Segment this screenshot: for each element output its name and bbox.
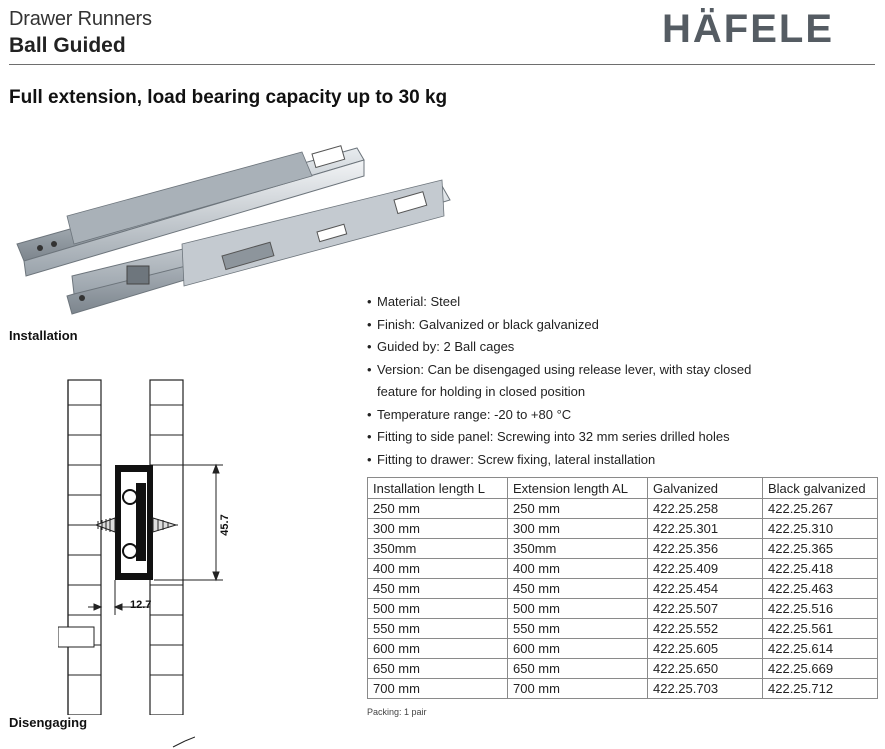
table-row xyxy=(368,499,878,519)
category-title: Drawer Runners xyxy=(9,8,152,30)
table-row xyxy=(368,599,878,619)
extension-length-cell: 400 mm xyxy=(508,559,648,579)
galvanized-article-cell: 422.25.605 xyxy=(648,639,763,659)
table-header-row xyxy=(368,478,878,499)
installation-length-cell: 500 mm xyxy=(368,599,508,619)
specification-list xyxy=(367,291,847,471)
galvanized-article-cell: 422.25.356 xyxy=(648,539,763,559)
installation-length-cell: 700 mm xyxy=(368,679,508,699)
installation-length-cell: 250 mm xyxy=(368,499,508,519)
galvanized-article-cell: 422.25.507 xyxy=(648,599,763,619)
extension-length-cell: 250 mm xyxy=(508,499,648,519)
column-header-installation-length: Installation length L xyxy=(368,478,508,499)
galvanized-article-cell: 422.25.301 xyxy=(648,519,763,539)
table-row xyxy=(368,519,878,539)
spec-drawer-fitting: • Fitting to drawer: Screw fixing, lateral installation xyxy=(367,449,847,472)
page-headline: Full extension, load bearing capacity up to 30 kg xyxy=(9,87,448,108)
brand-logo: HÄFELE xyxy=(662,7,834,51)
installation-length-cell: 350mm xyxy=(368,539,508,559)
black-galvanized-article-cell: 422.25.712 xyxy=(763,679,878,699)
extension-length-cell: 650 mm xyxy=(508,659,648,679)
extension-length-cell: 700 mm xyxy=(508,679,648,699)
black-galvanized-article-cell: 422.25.561 xyxy=(763,619,878,639)
installation-length-cell: 300 mm xyxy=(368,519,508,539)
disengaging-diagram xyxy=(165,735,195,749)
black-galvanized-article-cell: 422.25.463 xyxy=(763,579,878,599)
installation-length-cell: 600 mm xyxy=(368,639,508,659)
installation-length-cell: 400 mm xyxy=(368,559,508,579)
extension-length-cell: 500 mm xyxy=(508,599,648,619)
drawer-runner-image xyxy=(12,136,472,316)
column-header-galvanized: Galvanized xyxy=(648,478,763,499)
column-header-extension-length: Extension length AL xyxy=(508,478,648,499)
black-galvanized-article-cell: 422.25.614 xyxy=(763,639,878,659)
extension-length-cell: 550 mm xyxy=(508,619,648,639)
height-dimension-label: 45.7 xyxy=(219,514,231,536)
galvanized-article-cell: 422.25.650 xyxy=(648,659,763,679)
installation-heading: Installation xyxy=(9,328,78,343)
spec-side-panel-fitting: • Fitting to side panel: Screwing into 32 mm series drilled holes xyxy=(367,426,847,449)
black-galvanized-article-cell: 422.25.365 xyxy=(763,539,878,559)
spec-material: • Material: Steel xyxy=(367,291,847,314)
disengaging-heading: Disengaging xyxy=(9,715,88,730)
installation-diagram xyxy=(58,375,258,715)
subcategory-title: Ball Guided xyxy=(9,34,126,57)
spec-guided-by: • Guided by: 2 Ball cages xyxy=(367,336,847,359)
black-galvanized-article-cell: 422.25.516 xyxy=(763,599,878,619)
black-galvanized-article-cell: 422.25.669 xyxy=(763,659,878,679)
galvanized-article-cell: 422.25.454 xyxy=(648,579,763,599)
width-dimension-label: 12.7 xyxy=(130,599,152,611)
spec-version-continued: feature for holding in closed position xyxy=(377,384,586,399)
extension-length-cell: 600 mm xyxy=(508,639,648,659)
black-galvanized-article-cell: 422.25.310 xyxy=(763,519,878,539)
extension-length-cell: 350mm xyxy=(508,539,648,559)
packing-note: Packing: 1 pair xyxy=(367,707,427,717)
table-row xyxy=(368,539,878,559)
table-row xyxy=(368,619,878,639)
spec-finish: • Finish: Galvanized or black galvanized xyxy=(367,314,847,337)
spec-version: • Version: Can be disengaged using release lever, with stay closed xyxy=(367,359,847,382)
header-divider xyxy=(9,64,875,65)
galvanized-article-cell: 422.25.552 xyxy=(648,619,763,639)
column-header-black-galvanized: Black galvanized xyxy=(763,478,878,499)
installation-length-cell: 550 mm xyxy=(368,619,508,639)
table-row xyxy=(368,579,878,599)
galvanized-article-cell: 422.25.409 xyxy=(648,559,763,579)
galvanized-article-cell: 422.25.258 xyxy=(648,499,763,519)
table-row xyxy=(368,639,878,659)
table-row xyxy=(368,559,878,579)
table-row xyxy=(368,659,878,679)
black-galvanized-article-cell: 422.25.267 xyxy=(763,499,878,519)
installation-length-cell: 450 mm xyxy=(368,579,508,599)
extension-length-cell: 450 mm xyxy=(508,579,648,599)
installation-length-cell: 650 mm xyxy=(368,659,508,679)
spec-temperature: • Temperature range: -20 to +80 °C xyxy=(367,404,847,427)
article-number-table xyxy=(367,477,878,699)
table-row xyxy=(368,679,878,699)
black-galvanized-article-cell: 422.25.418 xyxy=(763,559,878,579)
extension-length-cell: 300 mm xyxy=(508,519,648,539)
galvanized-article-cell: 422.25.703 xyxy=(648,679,763,699)
